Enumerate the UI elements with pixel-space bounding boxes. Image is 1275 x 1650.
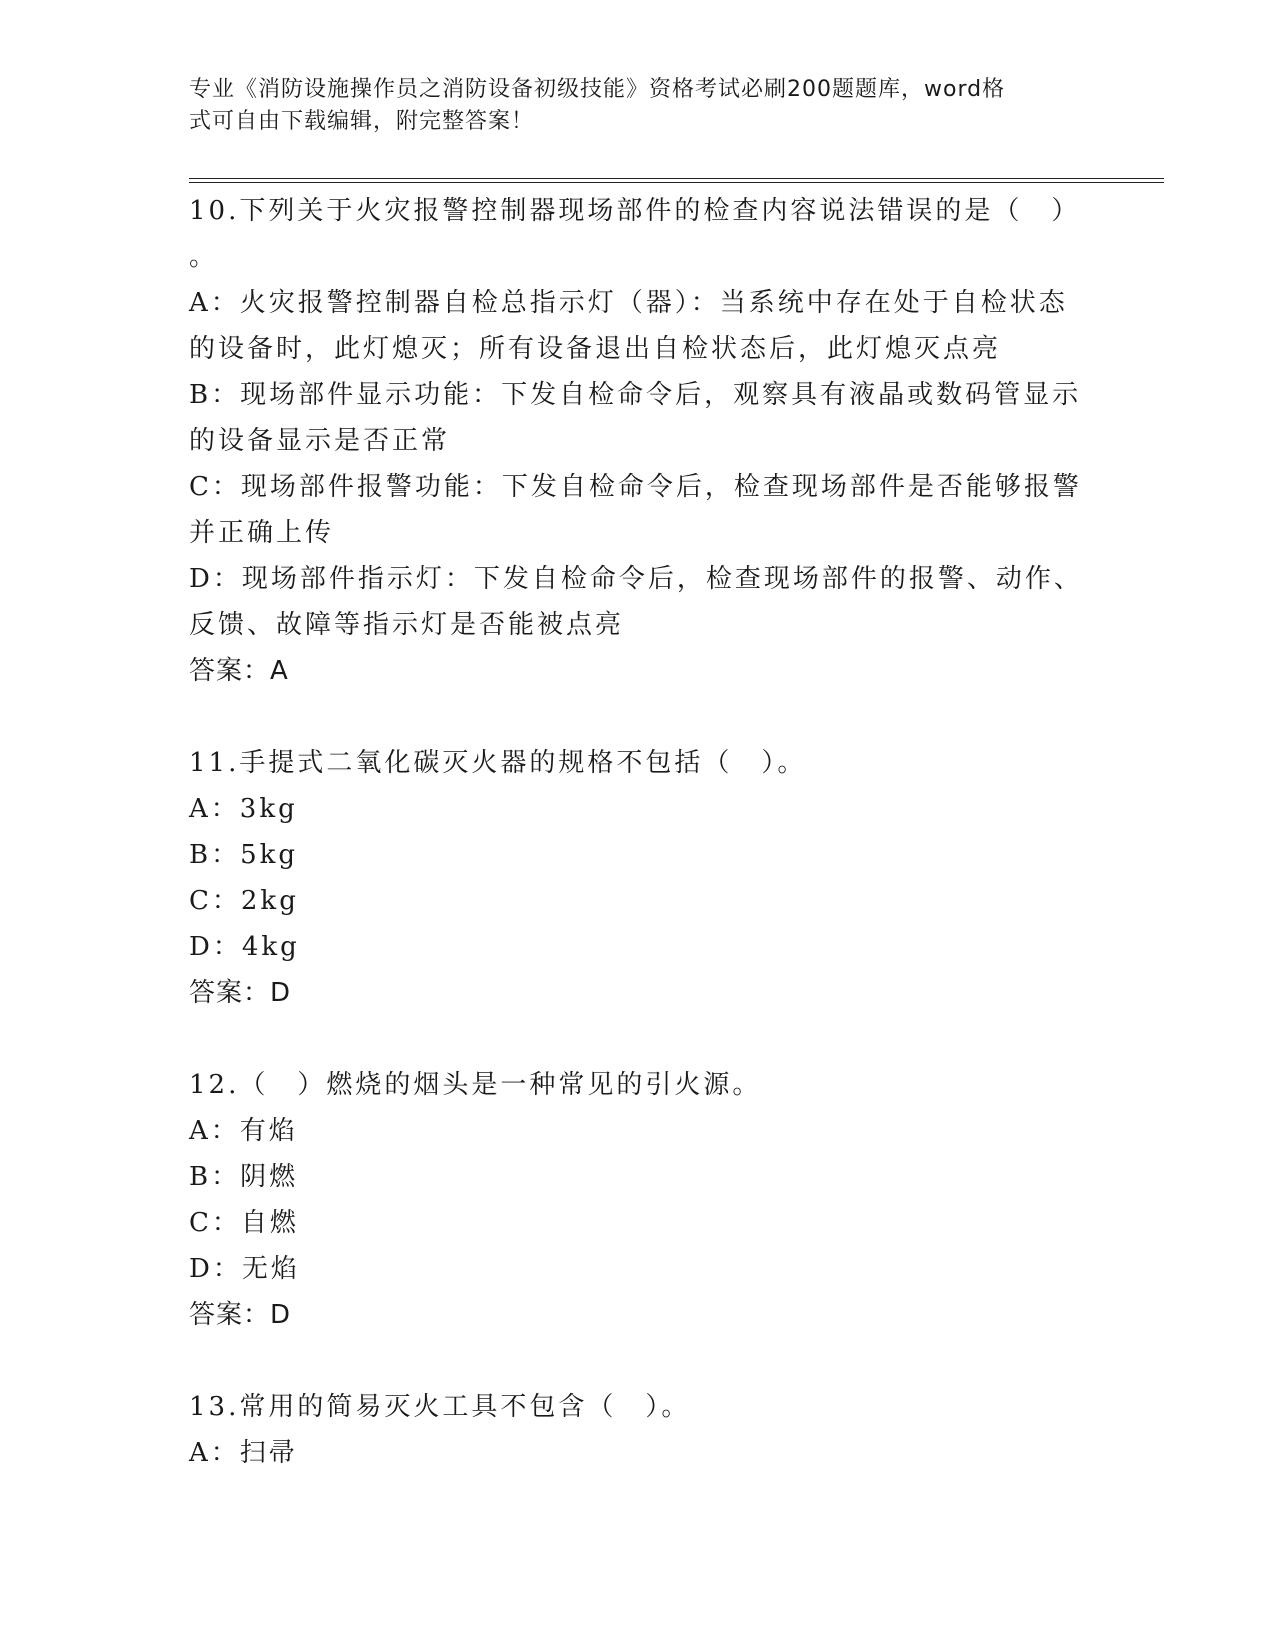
option-b: B：阴燃: [189, 1162, 299, 1192]
option-b: 的设备显示是否正常: [189, 426, 451, 456]
question-stem: 12.（ ）燃烧的烟头是一种常见的引火源。: [189, 1070, 762, 1100]
document-header: [189, 74, 1069, 138]
option-d: 反馈、故障等指示灯是否能被点亮: [189, 610, 625, 640]
option-a: A：3kg: [189, 794, 298, 824]
question-stem: 。: [189, 242, 219, 272]
question-13: [189, 1384, 1089, 1476]
option-a: A：火灾报警控制器自检总指示灯（器）：当系统中存在处于自检状态: [189, 288, 1068, 318]
answer: 答案：A: [189, 656, 289, 686]
spacer: [189, 1338, 1089, 1384]
header-line: 专业《消防设施操作员之消防设备初级技能》资格考试必刷200题题库，word格: [189, 77, 1006, 102]
option-a: 的设备时，此灯熄灭；所有设备退出自检状态后，此灯熄灭点亮: [189, 334, 1002, 364]
option-c: C：2kg: [189, 886, 299, 916]
divider: [189, 182, 1164, 183]
option-c: 并正确上传: [189, 518, 335, 548]
header-line: 式可自由下载编辑，附完整答案！: [189, 109, 535, 134]
question-12: [189, 1062, 1089, 1338]
answer: 答案：D: [189, 978, 292, 1008]
option-d: D：无焰: [189, 1254, 300, 1284]
divider: [189, 178, 1164, 179]
question-stem: 13.常用的简易灭火工具不包含（ ）。: [189, 1392, 691, 1422]
option-c: C：自燃: [189, 1208, 299, 1238]
question-list: [189, 188, 1089, 1476]
option-b: B：现场部件显示功能：下发自检命令后，观察具有液晶或数码管显示: [189, 380, 1082, 410]
question-stem: 11.手提式二氧化碳灭火器的规格不包括（ ）。: [189, 748, 807, 778]
question-11: [189, 740, 1089, 1016]
spacer: [189, 694, 1089, 740]
option-a: A：有焰: [189, 1116, 298, 1146]
option-d: D：4kg: [189, 932, 300, 962]
question-10: [189, 188, 1089, 694]
option-c: C：现场部件报警功能：下发自检命令后，检查现场部件是否能够报警: [189, 472, 1082, 502]
option-b: B：5kg: [189, 840, 299, 870]
spacer: [189, 1016, 1089, 1062]
option-a: A：扫帚: [189, 1438, 298, 1468]
question-stem: 10.下列关于火灾报警控制器现场部件的检查内容说法错误的是（ ）: [189, 196, 1081, 226]
answer: 答案：D: [189, 1300, 292, 1330]
option-d: D：现场部件指示灯：下发自检命令后，检查现场部件的报警、动作、: [189, 564, 1083, 594]
